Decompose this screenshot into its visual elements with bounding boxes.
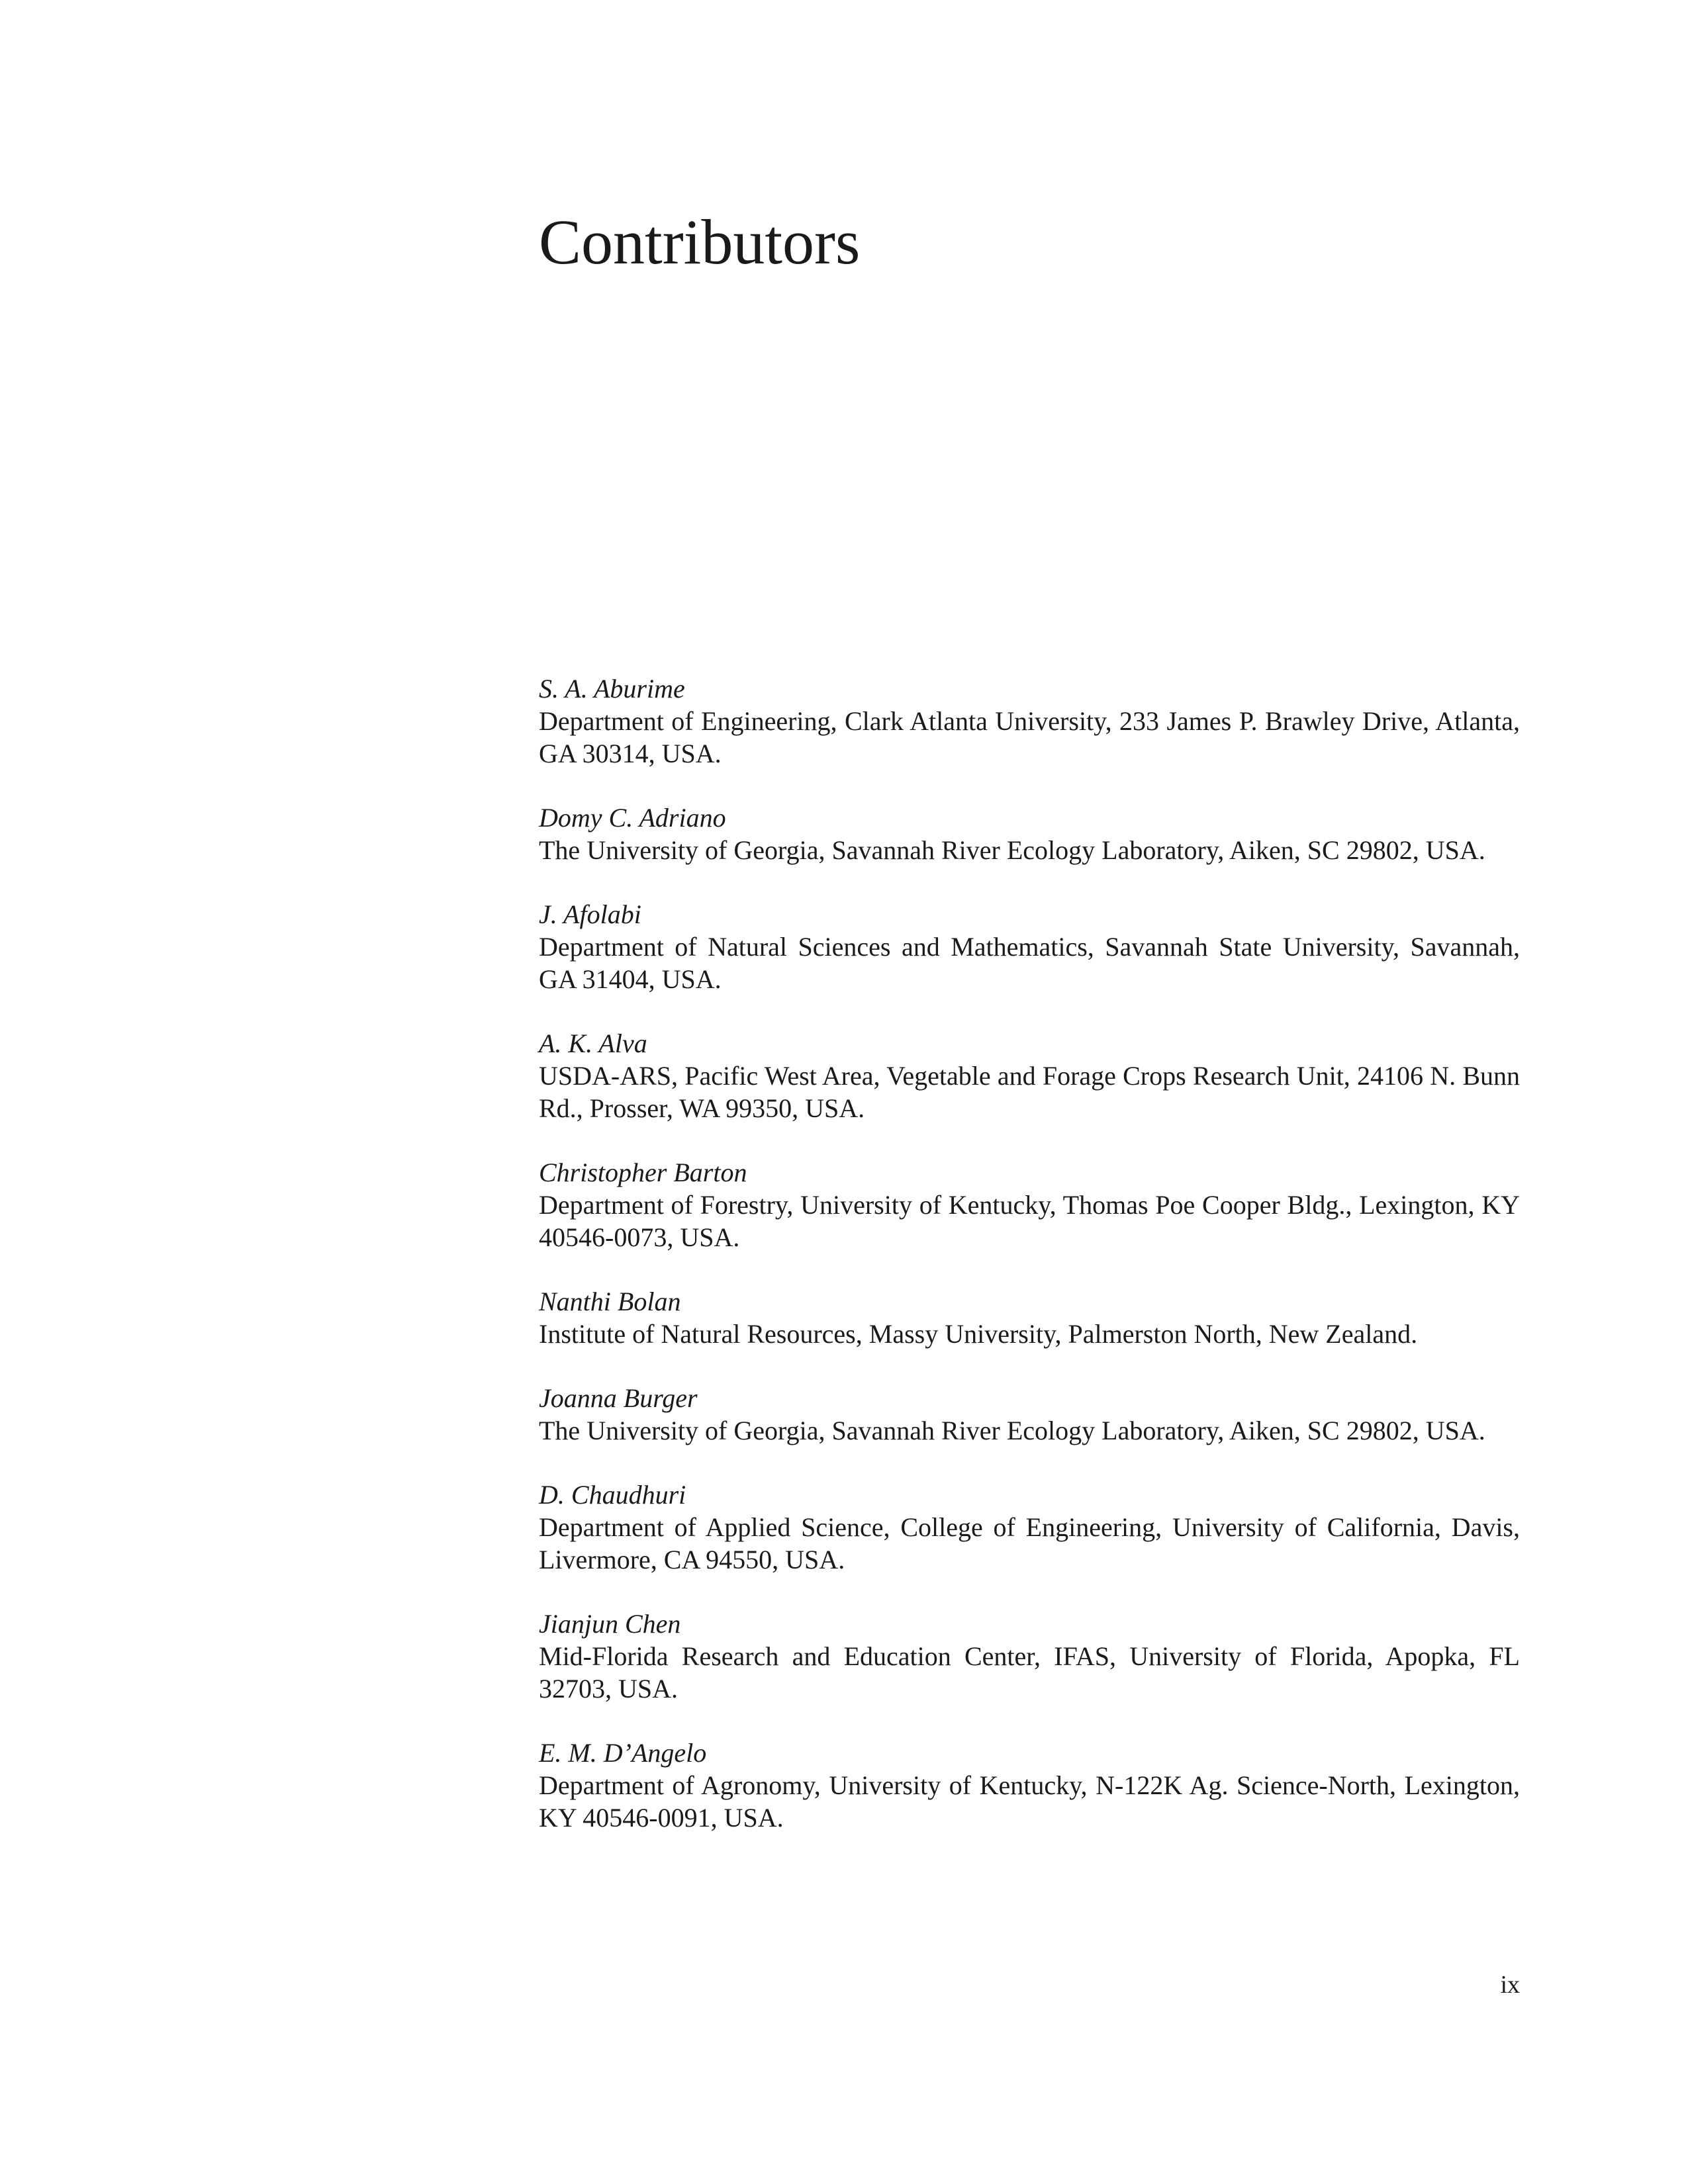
contributor-affiliation: Department of Agronomy, University of Kentucky, N-122K Ag. Science-North, Lexington, KY 40546-0091, USA. [539, 1770, 1520, 1833]
contributor-entry [539, 1608, 1520, 1705]
contributor-affiliation: Department of Forestry, University of Kentucky, Thomas Poe Cooper Bldg., Lexington, KY 40546-0073, USA. [539, 1190, 1520, 1252]
contributor-name: J. Afolabi [539, 899, 641, 929]
contributor-entry [539, 801, 1520, 866]
contributor-entry [539, 1479, 1520, 1576]
contributor-affiliation: USDA-ARS, Pacific West Area, Vegetable and Forage Crops Research Unit, 24106 N. Bunn Rd., Prosser, WA 99350, USA. [539, 1061, 1520, 1123]
contributor-name: Joanna Burger [539, 1383, 698, 1413]
contributor-name: Nanthi Bolan [539, 1287, 681, 1316]
contributor-affiliation: The University of Georgia, Savannah River Ecology Laboratory, Aiken, SC 29802, USA. [539, 1416, 1485, 1445]
contributor-name: D. Chaudhuri [539, 1480, 686, 1510]
contributor-name: Domy C. Adriano [539, 803, 726, 833]
contributor-name: A. K. Alva [539, 1028, 647, 1058]
page-number: ix [1500, 1971, 1520, 1999]
contributor-affiliation: Institute of Natural Resources, Massy University, Palmerston North, New Zealand. [539, 1319, 1418, 1349]
contributor-affiliation: The University of Georgia, Savannah River Ecology Laboratory, Aiken, SC 29802, USA. [539, 835, 1485, 865]
contributor-affiliation: Department of Natural Sciences and Mathematics, Savannah State University, Savannah, GA 31404, USA. [539, 932, 1520, 994]
contributor-name: Christopher Barton [539, 1158, 747, 1187]
contributor-entry [539, 1285, 1520, 1350]
contributor-name: E. M. D’Angelo [539, 1738, 707, 1768]
contributor-entry [539, 898, 1520, 995]
contributor-entry [539, 1737, 1520, 1834]
contributor-affiliation: Department of Engineering, Clark Atlanta University, 233 James P. Brawley Drive, Atlanta, GA 30314, USA. [539, 706, 1520, 768]
contributor-entry [539, 1027, 1520, 1124]
contributor-affiliation: Mid-Florida Research and Education Center, IFAS, University of Florida, Apopka, FL 32703, USA. [539, 1641, 1520, 1704]
contributor-affiliation: Department of Applied Science, College of Engineering, University of California, Davis, Livermore, CA 94550, USA. [539, 1512, 1520, 1574]
contributor-entry [539, 672, 1520, 770]
contributor-list [539, 672, 1520, 1866]
contributor-entry [539, 1382, 1520, 1447]
contributor-name: Jianjun Chen [539, 1609, 681, 1639]
contributor-name: S. A. Aburime [539, 674, 685, 704]
page-title: Contributors [539, 206, 861, 277]
contributor-entry [539, 1156, 1520, 1253]
